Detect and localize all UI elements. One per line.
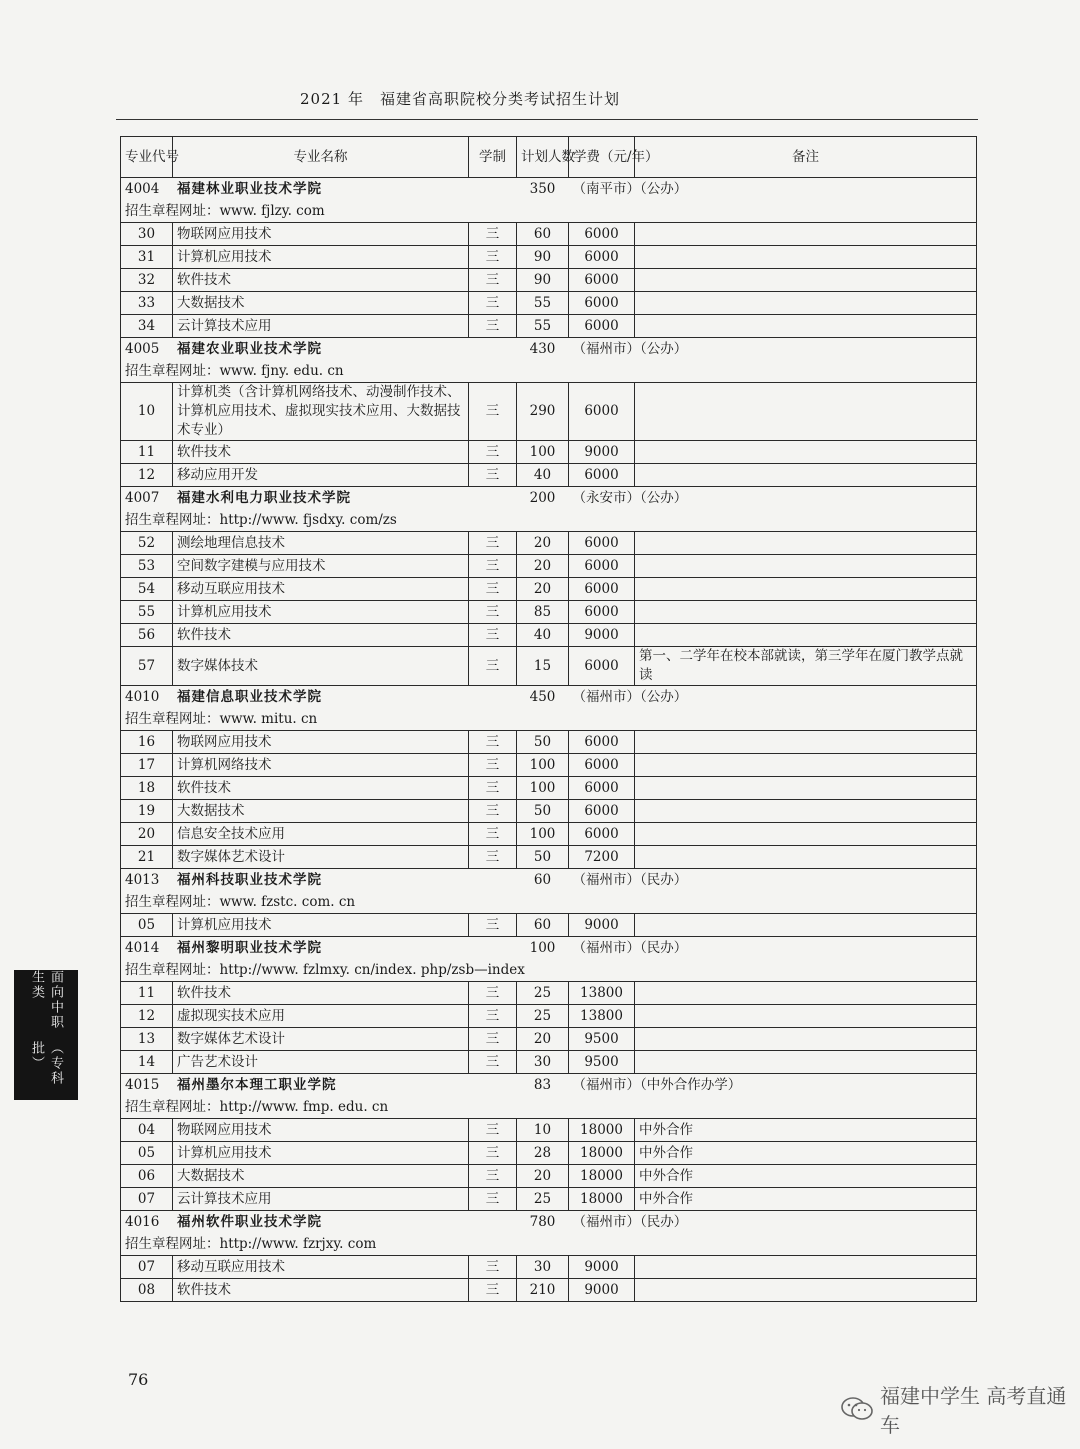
major-code: 56 <box>121 624 173 647</box>
major-note: 中外合作 <box>635 1188 977 1211</box>
school-code: 4016 <box>125 1214 160 1230</box>
school-name: 福建水利电力职业技术学院 <box>177 490 351 506</box>
table-row <box>121 800 977 823</box>
major-fee: 18000 <box>569 1119 635 1142</box>
major-fee: 9000 <box>569 1279 635 1302</box>
table-row <box>121 1256 977 1279</box>
school-title <box>121 178 517 201</box>
major-fee: 9000 <box>569 914 635 937</box>
major-fee: 18000 <box>569 1142 635 1165</box>
major-fee: 9000 <box>569 1256 635 1279</box>
major-count: 50 <box>517 800 569 823</box>
school-code: 4015 <box>125 1077 160 1093</box>
table-row <box>121 1188 977 1211</box>
major-code: 21 <box>121 846 173 869</box>
major-code: 30 <box>121 223 173 246</box>
school-code: 4005 <box>125 341 160 357</box>
table-row <box>121 441 977 464</box>
major-fee: 9000 <box>569 441 635 464</box>
major-count: 40 <box>517 624 569 647</box>
school-url: 招生章程网址：www. fzstc. com. cn <box>121 891 977 914</box>
school-code: 4014 <box>125 940 160 956</box>
major-code: 12 <box>121 464 173 487</box>
major-count: 55 <box>517 292 569 315</box>
major-years: 三 <box>469 555 517 578</box>
major-years: 三 <box>469 777 517 800</box>
major-count: 85 <box>517 601 569 624</box>
major-count: 100 <box>517 823 569 846</box>
school-title <box>121 1074 517 1097</box>
major-fee: 6000 <box>569 823 635 846</box>
school-url-row <box>121 891 977 914</box>
school-url: 招生章程网址：www. fjlzy. com <box>121 200 977 223</box>
table-row <box>121 1119 977 1142</box>
major-note <box>635 754 977 777</box>
major-name: 计算机应用技术 <box>173 601 469 624</box>
school-name: 福州软件职业技术学院 <box>177 1214 322 1230</box>
major-fee: 6000 <box>569 800 635 823</box>
table-header-row <box>121 137 977 178</box>
major-name: 计算机网络技术 <box>173 754 469 777</box>
major-count: 100 <box>517 777 569 800</box>
major-count: 15 <box>517 647 569 686</box>
major-fee: 6000 <box>569 647 635 686</box>
school-name: 福建农业职业技术学院 <box>177 341 322 357</box>
major-name: 软件技术 <box>173 982 469 1005</box>
table-row <box>121 578 977 601</box>
major-count: 25 <box>517 1188 569 1211</box>
major-code: 10 <box>121 383 173 441</box>
table-row <box>121 601 977 624</box>
school-url-row <box>121 200 977 223</box>
school-url: 招生章程网址：http://www. fjsdxy. com/zs <box>121 509 977 532</box>
major-years: 三 <box>469 223 517 246</box>
major-years: 三 <box>469 601 517 624</box>
school-total-count: 350 <box>517 178 569 201</box>
major-name: 物联网应用技术 <box>173 1119 469 1142</box>
school-row <box>121 686 977 709</box>
school-url-row <box>121 1233 977 1256</box>
school-info: （福州市）（中外合作办学） <box>569 1074 977 1097</box>
major-count: 20 <box>517 1028 569 1051</box>
major-years: 三 <box>469 1142 517 1165</box>
major-note <box>635 532 977 555</box>
major-fee: 18000 <box>569 1165 635 1188</box>
school-info: （永安市）（公办） <box>569 487 977 510</box>
table-row <box>121 624 977 647</box>
major-code: 11 <box>121 982 173 1005</box>
major-name: 数字媒体技术 <box>173 647 469 686</box>
major-years: 三 <box>469 1279 517 1302</box>
major-fee: 6000 <box>569 246 635 269</box>
major-name: 移动互联应用技术 <box>173 578 469 601</box>
major-name: 云计算技术应用 <box>173 1188 469 1211</box>
table-row <box>121 223 977 246</box>
table-row <box>121 292 977 315</box>
major-note: 中外合作 <box>635 1165 977 1188</box>
major-note <box>635 555 977 578</box>
major-note <box>635 246 977 269</box>
table-row <box>121 1165 977 1188</box>
major-name: 数字媒体艺术设计 <box>173 846 469 869</box>
major-name: 软件技术 <box>173 777 469 800</box>
table-row <box>121 464 977 487</box>
major-years: 三 <box>469 315 517 338</box>
major-count: 10 <box>517 1119 569 1142</box>
school-row <box>121 1211 977 1234</box>
school-url: 招生章程网址：http://www. fmp. edu. cn <box>121 1096 977 1119</box>
major-name: 移动互联应用技术 <box>173 1256 469 1279</box>
header-fee: 学费（元/年） <box>569 137 635 178</box>
major-note <box>635 1005 977 1028</box>
major-years: 三 <box>469 1119 517 1142</box>
major-count: 20 <box>517 532 569 555</box>
major-years: 三 <box>469 982 517 1005</box>
table-row <box>121 555 977 578</box>
major-fee: 6000 <box>569 292 635 315</box>
school-title <box>121 1211 517 1234</box>
major-code: 57 <box>121 647 173 686</box>
major-name: 大数据技术 <box>173 1165 469 1188</box>
major-note <box>635 441 977 464</box>
major-years: 三 <box>469 269 517 292</box>
major-note <box>635 777 977 800</box>
major-years: 三 <box>469 578 517 601</box>
wechat-icon <box>840 1396 874 1422</box>
major-code: 05 <box>121 914 173 937</box>
school-row <box>121 178 977 201</box>
school-title <box>121 686 517 709</box>
major-count: 30 <box>517 1256 569 1279</box>
school-row <box>121 338 977 361</box>
major-code: 04 <box>121 1119 173 1142</box>
school-row <box>121 937 977 960</box>
major-fee: 6000 <box>569 269 635 292</box>
school-total-count: 780 <box>517 1211 569 1234</box>
major-note: 第一、二学年在校本部就读，第三学年在厦门教学点就读 <box>635 647 977 686</box>
major-fee: 6000 <box>569 383 635 441</box>
table-row <box>121 315 977 338</box>
major-years: 三 <box>469 1028 517 1051</box>
major-name: 计算机应用技术 <box>173 1142 469 1165</box>
table-row <box>121 914 977 937</box>
school-total-count: 83 <box>517 1074 569 1097</box>
enrollment-plan-table <box>120 136 977 1302</box>
major-note <box>635 601 977 624</box>
major-note <box>635 315 977 338</box>
major-name: 大数据技术 <box>173 292 469 315</box>
school-row <box>121 1074 977 1097</box>
table-row <box>121 731 977 754</box>
major-code: 53 <box>121 555 173 578</box>
school-total-count: 200 <box>517 487 569 510</box>
major-note <box>635 914 977 937</box>
major-note <box>635 823 977 846</box>
major-count: 50 <box>517 731 569 754</box>
school-total-count: 100 <box>517 937 569 960</box>
table-row <box>121 647 977 686</box>
table-body <box>121 178 977 1302</box>
school-url-row <box>121 360 977 383</box>
school-info: （南平市）（公办） <box>569 178 977 201</box>
major-years: 三 <box>469 1051 517 1074</box>
major-fee: 6000 <box>569 532 635 555</box>
major-name: 测绘地理信息技术 <box>173 532 469 555</box>
major-note <box>635 1256 977 1279</box>
major-fee: 6000 <box>569 464 635 487</box>
school-url-row <box>121 509 977 532</box>
school-name: 福州黎明职业技术学院 <box>177 940 322 956</box>
major-note: 中外合作 <box>635 1142 977 1165</box>
major-count: 25 <box>517 1005 569 1028</box>
major-count: 50 <box>517 846 569 869</box>
table-row <box>121 1051 977 1074</box>
school-name: 福州墨尔本理工职业学院 <box>177 1077 337 1093</box>
major-count: 60 <box>517 914 569 937</box>
major-code: 54 <box>121 578 173 601</box>
major-note <box>635 982 977 1005</box>
major-years: 三 <box>469 647 517 686</box>
major-count: 28 <box>517 1142 569 1165</box>
school-total-count: 430 <box>517 338 569 361</box>
major-fee: 6000 <box>569 578 635 601</box>
major-code: 18 <box>121 777 173 800</box>
school-title <box>121 338 517 361</box>
major-name: 广告艺术设计 <box>173 1051 469 1074</box>
major-code: 17 <box>121 754 173 777</box>
major-years: 三 <box>469 846 517 869</box>
major-note <box>635 1279 977 1302</box>
header-years: 学制 <box>469 137 517 178</box>
major-note <box>635 464 977 487</box>
major-years: 三 <box>469 624 517 647</box>
school-title <box>121 487 517 510</box>
major-note <box>635 292 977 315</box>
major-count: 25 <box>517 982 569 1005</box>
table-row <box>121 982 977 1005</box>
major-count: 90 <box>517 246 569 269</box>
header-name: 专业名称 <box>173 137 469 178</box>
major-name: 信息安全技术应用 <box>173 823 469 846</box>
major-name: 移动应用开发 <box>173 464 469 487</box>
school-total-count: 60 <box>517 869 569 892</box>
major-name: 计算机应用技术 <box>173 914 469 937</box>
school-info: （福州市）（民办） <box>569 937 977 960</box>
major-code: 55 <box>121 601 173 624</box>
table-row <box>121 383 977 441</box>
major-code: 13 <box>121 1028 173 1051</box>
school-name: 福建信息职业技术学院 <box>177 689 322 705</box>
major-years: 三 <box>469 731 517 754</box>
major-fee: 9500 <box>569 1028 635 1051</box>
school-code: 4004 <box>125 181 160 197</box>
title-divider <box>116 119 978 120</box>
school-total-count: 450 <box>517 686 569 709</box>
major-years: 三 <box>469 1005 517 1028</box>
major-name: 软件技术 <box>173 624 469 647</box>
major-count: 100 <box>517 441 569 464</box>
major-note <box>635 1051 977 1074</box>
major-count: 20 <box>517 578 569 601</box>
major-count: 210 <box>517 1279 569 1302</box>
table-row <box>121 823 977 846</box>
table-row <box>121 846 977 869</box>
school-title <box>121 937 517 960</box>
major-years: 三 <box>469 754 517 777</box>
major-code: 06 <box>121 1165 173 1188</box>
header-count: 计划人数 <box>517 137 569 178</box>
side-tab-line-1: 面向中职生类 <box>29 970 63 1030</box>
major-years: 三 <box>469 800 517 823</box>
major-name: 计算机应用技术 <box>173 246 469 269</box>
major-name: 空间数字建模与应用技术 <box>173 555 469 578</box>
table-row <box>121 1028 977 1051</box>
major-note <box>635 1028 977 1051</box>
major-note <box>635 383 977 441</box>
major-code: 34 <box>121 315 173 338</box>
school-code: 4013 <box>125 872 160 888</box>
major-fee: 13800 <box>569 1005 635 1028</box>
major-count: 290 <box>517 383 569 441</box>
side-tab-line-2: （专科批） <box>29 1040 63 1086</box>
major-name: 软件技术 <box>173 269 469 292</box>
school-url: 招生章程网址：http://www. fzrjxy. com <box>121 1233 977 1256</box>
school-info: （福州市）（公办） <box>569 686 977 709</box>
table-row <box>121 1142 977 1165</box>
school-url-row <box>121 959 977 982</box>
major-note: 中外合作 <box>635 1119 977 1142</box>
major-code: 07 <box>121 1188 173 1211</box>
major-fee: 6000 <box>569 777 635 800</box>
major-fee: 6000 <box>569 754 635 777</box>
table-row <box>121 777 977 800</box>
major-name: 计算机类（含计算机网络技术、动漫制作技术、计算机应用技术、虚拟现实技术应用、大数据技术专业） <box>173 383 469 441</box>
school-row <box>121 487 977 510</box>
major-count: 20 <box>517 1165 569 1188</box>
page-number: 76 <box>128 1370 149 1389</box>
major-name: 数字媒体艺术设计 <box>173 1028 469 1051</box>
major-name: 云计算技术应用 <box>173 315 469 338</box>
major-years: 三 <box>469 1188 517 1211</box>
major-count: 90 <box>517 269 569 292</box>
watermark-text: 福建中学生 高考直通车 <box>880 1384 1067 1437</box>
table-row <box>121 1279 977 1302</box>
major-name: 虚拟现实技术应用 <box>173 1005 469 1028</box>
school-title <box>121 869 517 892</box>
major-years: 三 <box>469 1256 517 1279</box>
major-note <box>635 269 977 292</box>
major-name: 物联网应用技术 <box>173 731 469 754</box>
watermark <box>840 1380 1080 1438</box>
major-code: 33 <box>121 292 173 315</box>
header-code: 专业代号 <box>121 137 173 178</box>
table-row <box>121 246 977 269</box>
school-info: （福州市）（民办） <box>569 1211 977 1234</box>
major-code: 08 <box>121 1279 173 1302</box>
major-years: 三 <box>469 1165 517 1188</box>
major-note <box>635 624 977 647</box>
major-code: 31 <box>121 246 173 269</box>
major-count: 20 <box>517 555 569 578</box>
major-code: 16 <box>121 731 173 754</box>
major-fee: 18000 <box>569 1188 635 1211</box>
major-note <box>635 846 977 869</box>
major-note <box>635 731 977 754</box>
school-url: 招生章程网址：www. fjny. edu. cn <box>121 360 977 383</box>
school-url: 招生章程网址：http://www. fzlmxy. cn/index. php/zsb—index <box>121 959 977 982</box>
major-note <box>635 223 977 246</box>
page-title: 2021 年 福建省高职院校分类考试招生计划 <box>300 90 620 108</box>
section-side-tab <box>14 970 78 1100</box>
major-count: 100 <box>517 754 569 777</box>
major-code: 20 <box>121 823 173 846</box>
major-years: 三 <box>469 914 517 937</box>
table-row <box>121 754 977 777</box>
major-years: 三 <box>469 292 517 315</box>
major-years: 三 <box>469 823 517 846</box>
major-count: 30 <box>517 1051 569 1074</box>
school-info: （福州市）（公办） <box>569 338 977 361</box>
major-note <box>635 578 977 601</box>
major-code: 19 <box>121 800 173 823</box>
major-fee: 6000 <box>569 555 635 578</box>
major-code: 07 <box>121 1256 173 1279</box>
major-fee: 6000 <box>569 601 635 624</box>
school-name: 福建林业职业技术学院 <box>177 181 322 197</box>
table-row <box>121 269 977 292</box>
school-info: （福州市）（民办） <box>569 869 977 892</box>
school-name: 福州科技职业技术学院 <box>177 872 322 888</box>
major-name: 大数据技术 <box>173 800 469 823</box>
major-count: 60 <box>517 223 569 246</box>
major-code: 32 <box>121 269 173 292</box>
major-code: 11 <box>121 441 173 464</box>
table-row <box>121 532 977 555</box>
major-code: 52 <box>121 532 173 555</box>
major-years: 三 <box>469 246 517 269</box>
school-code: 4007 <box>125 490 160 506</box>
major-years: 三 <box>469 441 517 464</box>
major-count: 55 <box>517 315 569 338</box>
school-code: 4010 <box>125 689 160 705</box>
major-count: 40 <box>517 464 569 487</box>
header-note: 备注 <box>635 137 977 178</box>
major-fee: 6000 <box>569 315 635 338</box>
major-years: 三 <box>469 464 517 487</box>
school-url-row <box>121 1096 977 1119</box>
major-fee: 9500 <box>569 1051 635 1074</box>
table-row <box>121 1005 977 1028</box>
major-fee: 9000 <box>569 624 635 647</box>
school-row <box>121 869 977 892</box>
major-fee: 6000 <box>569 731 635 754</box>
major-code: 05 <box>121 1142 173 1165</box>
major-fee: 13800 <box>569 982 635 1005</box>
major-code: 14 <box>121 1051 173 1074</box>
major-fee: 7200 <box>569 846 635 869</box>
major-code: 12 <box>121 1005 173 1028</box>
school-url-row <box>121 708 977 731</box>
school-url: 招生章程网址：www. mitu. cn <box>121 708 977 731</box>
major-note <box>635 800 977 823</box>
major-name: 物联网应用技术 <box>173 223 469 246</box>
major-years: 三 <box>469 383 517 441</box>
major-name: 软件技术 <box>173 1279 469 1302</box>
major-fee: 6000 <box>569 223 635 246</box>
major-name: 软件技术 <box>173 441 469 464</box>
major-years: 三 <box>469 532 517 555</box>
